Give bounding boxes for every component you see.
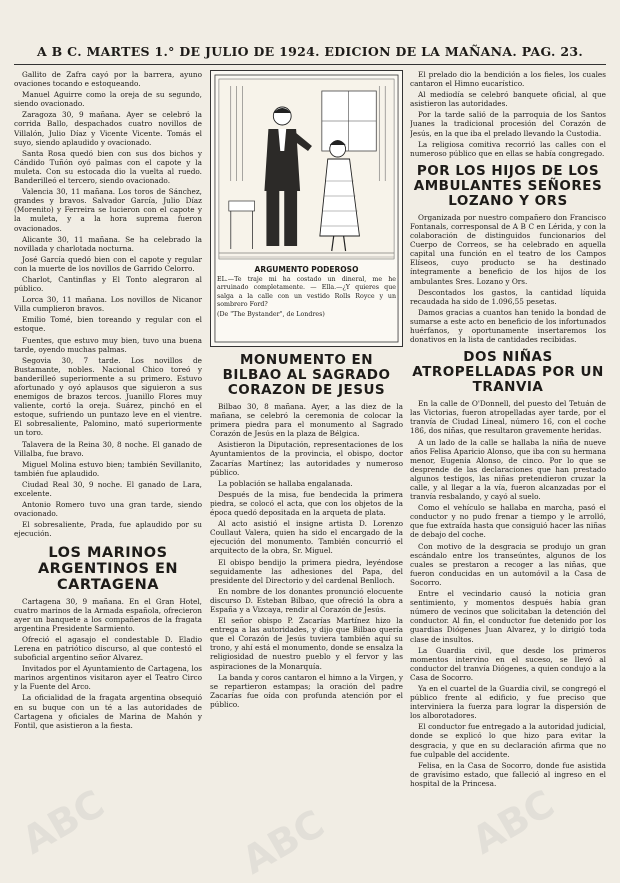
paragraph: Lorca 30, 11 mañana. Los novillos de Nicanor Villa cumplieron bravos. [14,295,202,314]
paragraph: El señor obispo P. Zacarías Martínez hizo la entrega a las autoridades, y dijo que Bilbao quería que el Corazón de Jesús tuviera también aquí su trono, y ahí está el monumento, donde se ensalza la religiosidad de nuestro pueblo y el fervor y las aspiraciones de la Monarquía. [210,616,403,671]
caption-dialogue: EL.—Te traje mi ha costado un dineral, me he arruinado completamente. — Ella.—¿Y quieres que salga a la calle con un vestido Rolls Royce y un sombrero Ford? [217,276,396,308]
paragraph: Gallito de Zafra cayó por la barrera, ayuno ovaciones tocando e estoqueando. [14,70,202,89]
paragraph: Asistieron la Diputación, representaciones de los Ayuntamientos de la provincia, el obispo, doctor Zacarías Martínez; las autoridades y numeroso público. [210,440,403,477]
paragraph: Ciudad Real 30, 9 noche. El ganado de Lara, excelente. [14,479,202,499]
paragraph: La religiosa comitiva recorrió las calles con el numeroso público que en ellas se había congregado. [410,139,606,158]
paragraph: Charlot, Cantinflas y El Tonto alegraron al público. [14,274,202,294]
paragraph: Bilbao 30, 8 mañana. Ayer, a las diez de la mañana, se celebró la ceremonia de colocar la primera piedra para el monumento al Sagrado Corazón de Jesús en la plaza de Bélgica. [210,402,403,439]
headline-monumento: MONUMENTO EN BILBAO AL SAGRADO CORAZON DE JESUS [222,352,391,398]
paragraph: Por la tarde salió de la parroquia de los Santos Juanes la tradicional procesión del Corazón de Jesús, en la que iba el prelado llevando la Custodia. [410,110,606,138]
column-3 [410,70,606,849]
paragraph: En nombre de los donantes pronunció elocuente discurso D. Esteban Bilbao, que ofreció la obra a España y a Vizcaya, rendir al Corazón de Jesús. [210,586,403,614]
cartoon-caption-block [217,263,396,319]
watermark: ABC [14,781,112,863]
paragraph: Felisa, en la Casa de Socorro, donde fue asistida de gravísimo estado, que falleció al ingreso en el hospital de la Princesa. [410,760,606,788]
paragraph: Entre el vecindario causó la noticia gran sentimiento, y momentos después había gran número de vecinos que solicitaban la detención del conductor. Al fin, el conductor fue detenido por los guardias Diógenes Juan Alvarez, y lo dirigió toda clase de insultos. [410,589,606,644]
paragraph: La población se hallaba engalanada. [218,478,353,488]
paragraph: El conductor fue entregado a la autoridad judicial, donde se explicó lo que hizo para evitar la desgracia, y que en su declaración afirma que no fue culpable del accidente. [410,722,606,759]
page-header: A B C. MARTES 1.° DE JULIO DE 1924. EDICION DE LA MAÑANA. PAG. 23. [14,44,606,65]
paragraph: Alicante 30, 11 mañana. Se ha celebrado la novillada y charlotada nocturna. [14,234,202,253]
headline-tranvia: DOS NIÑAS ATROPELLADAS POR UN TRANVIA [412,349,604,396]
paragraph: El sobresaliente, Prada, fue aplaudido por su ejecución. [14,520,202,539]
caption-title: ARGUMENTO PODEROSO [254,265,359,274]
paragraph: Como el vehículo se hallaba en marcha, pasó el conductor y no pudo frenar a tiempo y le arrolló, que fue extraída hasta que consiguió hacer las niñas de debajo del coche. [410,503,606,540]
paragraph: Ya en el cuartel de la Guardia civil, se congregó el público frente al edificio, y fue preciso que interviniera la fuerza para lograr la dispersión de los alborotadores. [410,683,606,721]
paragraph: Con motivo de la desgracia se produjo un gran escándalo entre los transeúntes, algunos de los cuales se prestaron a recoger a las niñas, que fueron conducidas en un automóvil a la Casa de Socorro. [410,541,606,587]
paragraph: Al mediodía se celebró banquete oficial, al que asistieron las autoridades. [410,90,606,109]
paragraph: Manuel Aguirre como la oreja de su segundo, siendo ovacionado. [14,90,202,109]
paragraph: Después de la misa, fue bendecida la primera piedra, se colocó el acta, que con los objetos de la época quedó depositada en la arqueta de plata. [210,489,403,518]
paragraph: Talavera de la Reina 30, 8 noche. El ganado de Villalba, fue bravo. [14,439,202,458]
column-1 [14,70,202,849]
caption-source: (De "The Bystander", de Londres) [217,310,325,318]
paragraph: Al acto asistió el insigne artista D. Lorenzo Coullaut Valera, quien ha sido el encargado de la ejecución del monumento. También concurrió el arquitecto de la obra, Sr. Miguel. [210,519,403,556]
paragraph: Cartagena 30, 9 mañana. En el Gran Hotel, cuatro marinos de la Armada española, ofrecieron ayer un banquete a los compañeros de la fragata argentina Presidente Sarmiento. [14,596,202,633]
paragraph: Santa Rosa quedó bien con sus dos bichos y Cándido Tuñón oyó palmas con el capote y la muleta. Con su estocada dio la vuelta al ruedo. Banderilleó el tercero, siendo ovacionado. [14,148,202,186]
paragraph: Valencia 30, 11 mañana. Los toros de Sánchez, grandes y bravos. Salvador García, Julio Díaz (Morenito) y Ferreira se lucieron con el capote y la muleta, y a la hora suprema fueron ovacionados. [14,187,202,233]
cartoon-illustration [210,70,403,347]
paragraph: En la calle de O'Donnell, del puesto del Tetuán de las Victorias, fueron atropelladas ayer tarde, por el tranvía de Ciudad Lineal, número 16, con el coche 186, dos niñas, que resultaron gravemente heridas. [410,399,606,436]
paragraph: José García quedó bien con el capote y regular con la muerte de los novillos de Garrido Celorro. [14,254,202,273]
watermark: ABC [234,801,332,883]
paragraph: Zaragoza 30, 9 mañana. Ayer se celebró la corrida Ballo, despachados cuatro novillos de Villalón, Julio Díaz y Vicente Vicente. Tomás el suyo, siendo aplaudido y ovacionado. [14,110,202,147]
paragraph: Organizada por nuestro compañero don Francisco Fontanals, corresponsal de A B C en Lérida, y con la colaboración de distinguidos funcionarios del Cuerpo de Correos, se ha celebrado en aquella capital una función en el teatro de los Campos Elíseos, cuyo producto se ha destinado íntegramente a beneficio de los hijos de los ambulantes Sres. Lozano y Ors. [410,212,606,286]
paragraph: Invitados por el Ayuntamiento de Cartagena, los marinos argentinos visitaron ayer el Teatro Circo y la Fuente del Arco. [14,664,202,692]
paragraph: Ofreció el agasajo el condestable D. Eladio Lerena en patriótico discurso, al que contestó el suboficial argentino señor Alvarez. [14,634,202,663]
paragraph: El obispo bendijo la primera piedra, leyéndose seguidamente las adhesiones del Papa, del presidente del Directorio y del cardenal Benlloch. [210,557,403,585]
column-2 [210,70,403,849]
paragraph: A un lado de la calle se hallaba la niña de nueve años Felisa Aparicio Alonso, que iba con su hermana menor, Eugenia Alonso, de cinco. Por lo que se desprende de las declaraciones que han prestado algunos testigos, las niñas pretendieron cruzar la calle, y al llegar a la vía, fueron alcanzadas por el tranvía resbalando, y cayó al suelo. [410,437,606,502]
headline-ambulantes: POR LOS HIJOS DE LOS AMBULANTES SEÑORES LOZANO Y ORS [413,162,603,209]
headline-marinos: LOS MARINOS ARGENTINOS EN CARTAGENA [37,544,179,593]
paragraph: Emilio Tomé, bien toreando y regular con el estoque. [14,315,202,334]
paragraph: Antonio Romero tuvo una gran tarde, siendo ovacionado. [14,500,202,519]
paragraph: La oficialidad de la fragata argentina obsequió en su buque con un té a las autoridades de Cartagena y oficiales de Marina de Mahón y Fontil, que asistieron a la fiesta. [14,693,202,730]
watermark: ABC [464,781,562,863]
paragraph: La banda y coros cantaron el himno a la Virgen, y se repartieron estampas; la oración del padre Zacarías fue oída con profunda atención por el público. [210,672,403,709]
paragraph: Descontados los gastos, la cantidad líquida recaudada ha sido de 1.096,55 pesetas. [410,287,606,306]
paragraph: El prelado dio la bendición a los fieles, los cuales cantaron el Himno eucarístico. [410,70,606,89]
paragraph: La Guardia civil, que desde los primeros momentos intervino en el suceso, se llevó al conductor del tranvía Diógenes, a quien condujo a la Casa de Socorro. [410,645,606,682]
paragraph: Fuentes, que estuvo muy bien, tuvo una buena tarde, oyendo muchas palmas. [14,335,202,354]
paragraph: Segovia 30, 7 tarde. Los novillos de Bustamante, nobles. Nacional Chico toreó y banderilleó superiormente a su primero. Estuvo afortunado y oyó aplausos que siguieron a sus enemigos de brazos tercos. Juanillo Flores muy valiente, cortó la oreja. Suárez, pinchó en el estoque, sufriendo un puntazo leve en el vientre. El sobresaliente, Palomino, mató superiormente un toro. [14,355,202,438]
paragraph: Damos gracias a cuantos han tenido la bondad de sumarse a este acto en beneficio de los infortunados huérfanos, y oportunamente insertaremos los donativos en la lista de cantidades recibidas. [410,307,606,345]
paragraph: Miguel Molina estuvo bien; también Sevillanito, también fue aplaudido. [14,459,202,478]
